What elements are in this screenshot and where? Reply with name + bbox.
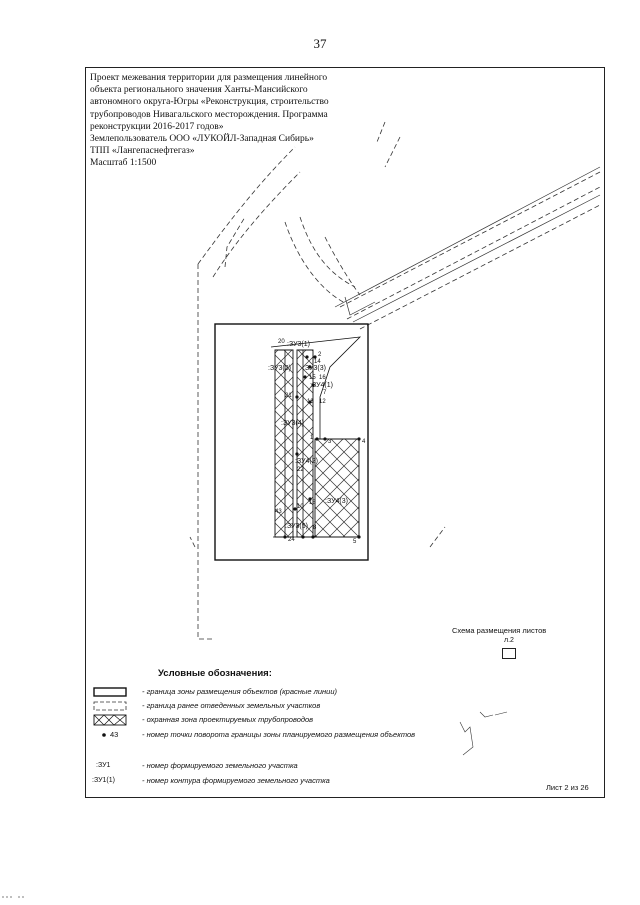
land-user-line: Землепользователь ООО «ЛУКОЙЛ-Западная Сибирь» bbox=[90, 134, 314, 145]
protection-zone-hatched bbox=[275, 350, 359, 537]
point-number: 18 bbox=[309, 500, 316, 506]
title-line: реконструкции 2016-2017 годов» bbox=[90, 121, 224, 132]
parcel-label: :ЗУ3(2) bbox=[268, 365, 291, 372]
point-number: 20 bbox=[278, 339, 285, 345]
sheet-scheme-title: Схема размещения листов bbox=[452, 626, 547, 635]
legend-text: - номер контура формируемого земельного участка bbox=[142, 776, 330, 785]
scan-mark bbox=[0, 893, 40, 901]
point-number: 24 bbox=[288, 537, 295, 543]
parcel-label: :ЗУ4(2) bbox=[295, 458, 318, 465]
point-number: 14 bbox=[314, 359, 321, 365]
point-number: 21 bbox=[285, 393, 292, 399]
legend-text: - охранная зона проектируемых трубопроводов bbox=[142, 715, 314, 724]
legend-text: - граница ранее отведенных земельных участков bbox=[142, 701, 321, 710]
legend-symbol-label: :ЗУ1 bbox=[96, 762, 111, 769]
parcel-label: :ЗУ3(5) bbox=[285, 523, 308, 530]
point-number: 10 bbox=[297, 504, 304, 510]
legend-symbol-label: :ЗУ1(1) bbox=[92, 777, 115, 784]
point-number: 12 bbox=[319, 399, 326, 405]
point-number: 8 bbox=[313, 525, 317, 531]
point-number: 7 bbox=[323, 390, 327, 396]
parcel-label: :ЗУ4(1) bbox=[310, 382, 333, 389]
sheet-scheme-label: л.2 bbox=[504, 637, 514, 644]
point-number: 1 bbox=[310, 435, 314, 441]
point-number: 5 bbox=[353, 539, 357, 545]
legend-symbol bbox=[90, 700, 130, 712]
scale-line: Масштаб 1:1500 bbox=[90, 158, 157, 169]
legend-text: - граница зоны размещения объектов (красные линии) bbox=[142, 687, 338, 696]
point-number: 13 bbox=[307, 399, 314, 405]
legend-text: - номер формируемого земельного участка bbox=[142, 761, 298, 770]
point-number: 22 bbox=[297, 467, 304, 473]
page-number: 37 bbox=[313, 36, 327, 51]
parcel-label: :ЗУ3(4) bbox=[281, 420, 304, 427]
point-number: 43 bbox=[275, 509, 282, 515]
road-lines bbox=[335, 167, 600, 322]
legend-symbol-label: 43 bbox=[110, 730, 119, 739]
point-number: 16 bbox=[319, 375, 326, 381]
sheet-number-footer: Лист 2 из 26 bbox=[546, 783, 589, 792]
point-number: 2 bbox=[318, 352, 322, 358]
legend-symbol bbox=[90, 686, 130, 698]
legend-title: Условные обозначения: bbox=[158, 668, 272, 679]
parcel-label: :ЗУ3(3) bbox=[303, 365, 326, 372]
point-number: 4 bbox=[362, 439, 366, 445]
title-line: объекта регионального значения Ханты-Мансийского bbox=[90, 85, 308, 96]
point-number: 15 bbox=[309, 375, 316, 381]
tpp-line: ТПП «Лангепаснефтегаз» bbox=[90, 146, 195, 157]
point-number: 3 bbox=[328, 439, 332, 445]
title-line: Проект межевания территории для размещения линейного bbox=[90, 73, 328, 83]
sheet-scheme-box bbox=[502, 648, 516, 659]
legend-text: - номер точки поворота границы зоны планируемого размещения объектов bbox=[142, 730, 416, 739]
overview-sketch bbox=[460, 712, 507, 755]
parcel-label: :ЗУ3(1) bbox=[287, 341, 310, 348]
title-line: трубопроводов Нивагальского месторождения. Программа bbox=[90, 109, 328, 120]
parcel-label: :ЗУ4(3) bbox=[325, 498, 348, 505]
legend-symbol bbox=[90, 714, 130, 726]
title-line: автономного округа-Югры «Реконструкция, строительство bbox=[90, 97, 329, 108]
